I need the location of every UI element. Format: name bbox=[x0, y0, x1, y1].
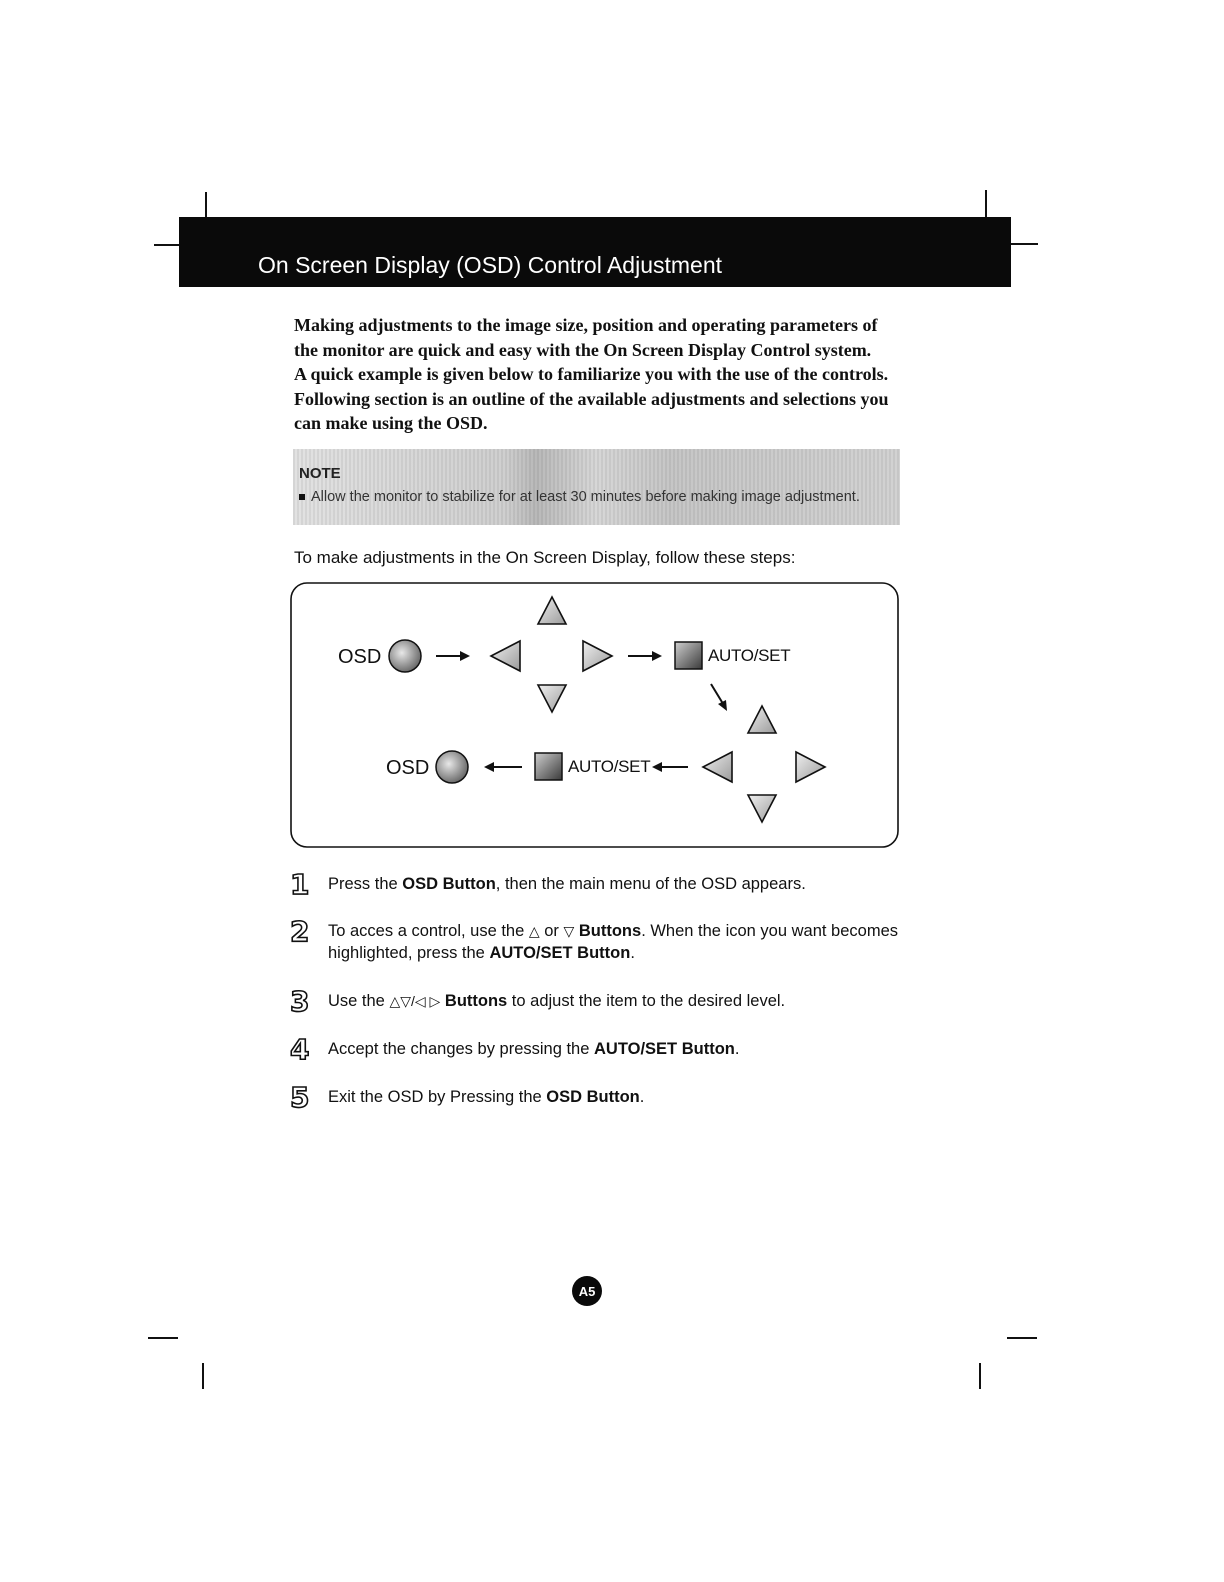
auto-set-button-icon bbox=[675, 642, 702, 669]
step-text-part: Accept the changes by pressing the bbox=[328, 1040, 594, 1058]
step-bold-text: AUTO/SET Button bbox=[594, 1040, 735, 1058]
up-triangle-icon bbox=[748, 706, 776, 733]
left-arrow-icon bbox=[652, 762, 688, 772]
crop-mark bbox=[148, 1337, 178, 1339]
step-text-part: . bbox=[630, 944, 635, 962]
auto-set-label: AUTO/SET bbox=[568, 757, 651, 776]
note-label: NOTE bbox=[299, 465, 341, 482]
step-text bbox=[328, 920, 898, 964]
intro-line: Making adjustments to the image size, position and operating parameters of bbox=[294, 315, 878, 335]
right-triangle-icon bbox=[583, 641, 612, 671]
step-number-icon bbox=[288, 1080, 318, 1112]
left-arrow-icon bbox=[484, 762, 522, 772]
step-text bbox=[328, 873, 898, 895]
step-text-part: , then the main menu of the OSD appears. bbox=[495, 875, 806, 893]
crop-mark bbox=[1007, 1337, 1037, 1339]
step-number-icon bbox=[288, 1032, 318, 1064]
step-text-part: Press the bbox=[328, 875, 403, 893]
crop-mark bbox=[202, 1363, 204, 1389]
step-number: 2 bbox=[290, 915, 310, 946]
note-text-line bbox=[299, 489, 860, 505]
osd-label: OSD bbox=[386, 757, 430, 779]
diagram-frame bbox=[291, 583, 898, 847]
note-text: Allow the monitor to stabilize for at least 30 minutes before making image adjustment. bbox=[311, 489, 860, 505]
note-box bbox=[293, 449, 900, 525]
auto-set-label: AUTO/SET bbox=[708, 646, 791, 665]
step-text-part: . When the icon you want becomes highlighted, press the bbox=[328, 922, 898, 962]
step-text-part: Exit the OSD by Pressing the bbox=[328, 1088, 547, 1106]
osd-button-icon bbox=[389, 640, 421, 672]
right-arrow-icon bbox=[628, 651, 662, 661]
diagonal-arrow-icon bbox=[711, 684, 727, 711]
page-number-badge: A5 bbox=[572, 1276, 602, 1306]
step-number: 5 bbox=[290, 1081, 310, 1112]
auto-set-button-icon bbox=[535, 753, 562, 780]
crop-mark bbox=[979, 1363, 981, 1389]
step-bold-text: OSD Button bbox=[546, 1088, 640, 1106]
step-text-part: or bbox=[539, 922, 564, 940]
up-triangle-icon bbox=[538, 597, 566, 624]
down-triangle-icon bbox=[538, 685, 566, 712]
step-text bbox=[328, 990, 898, 1012]
intro-paragraph bbox=[294, 313, 899, 436]
step-text-part: Use the bbox=[328, 992, 390, 1010]
step-text-part: to adjust the item to the desired level. bbox=[507, 992, 786, 1010]
down-triangle-icon: ▽ bbox=[563, 923, 575, 939]
direction-arrows-icon: △▽/◁ ▷ bbox=[389, 993, 441, 1009]
crop-mark bbox=[985, 190, 987, 220]
step-number: 4 bbox=[290, 1033, 310, 1064]
step-number: 3 bbox=[290, 985, 310, 1016]
step-text bbox=[328, 1086, 898, 1108]
step-number-icon bbox=[288, 867, 318, 899]
step-text-part: To acces a control, use the bbox=[328, 922, 529, 940]
step-bold-text: AUTO/SET Button bbox=[489, 944, 631, 962]
page-title: On Screen Display (OSD) Control Adjustment bbox=[258, 252, 723, 278]
step-text-part: . bbox=[639, 1088, 645, 1106]
right-triangle-icon bbox=[796, 752, 825, 782]
step-bold-text: OSD Button bbox=[402, 875, 496, 893]
intro-line: A quick example is given below to familiarize you with the use of the controls. bbox=[294, 364, 889, 384]
right-arrow-icon bbox=[436, 651, 470, 661]
step-text-part: . bbox=[734, 1040, 740, 1058]
step-text bbox=[328, 1038, 898, 1060]
left-triangle-icon bbox=[703, 752, 732, 782]
intro-line: the monitor are quick and easy with the On Screen Display Control system. bbox=[294, 339, 872, 360]
osd-button-icon bbox=[436, 751, 468, 783]
step-number-icon bbox=[288, 984, 318, 1016]
left-triangle-icon bbox=[491, 641, 520, 671]
step-bold-text: Buttons bbox=[574, 922, 642, 940]
intro-line: can make using the OSD. bbox=[294, 413, 488, 433]
down-triangle-icon bbox=[748, 795, 776, 822]
step-number: 1 bbox=[290, 868, 310, 899]
step-number-icon bbox=[288, 914, 318, 946]
osd-flow-diagram bbox=[290, 582, 899, 848]
step-bold-text: Buttons bbox=[440, 992, 508, 1010]
bullet-icon bbox=[299, 494, 305, 500]
osd-label: OSD bbox=[338, 646, 382, 668]
up-triangle-icon: △ bbox=[528, 923, 540, 939]
crop-mark bbox=[1008, 243, 1038, 245]
steps-intro: To make adjustments in the On Screen Display, follow these steps: bbox=[294, 548, 796, 567]
diagram-graphics bbox=[290, 582, 899, 848]
intro-line: Following section is an outline of the available adjustments and selections you bbox=[294, 388, 889, 409]
